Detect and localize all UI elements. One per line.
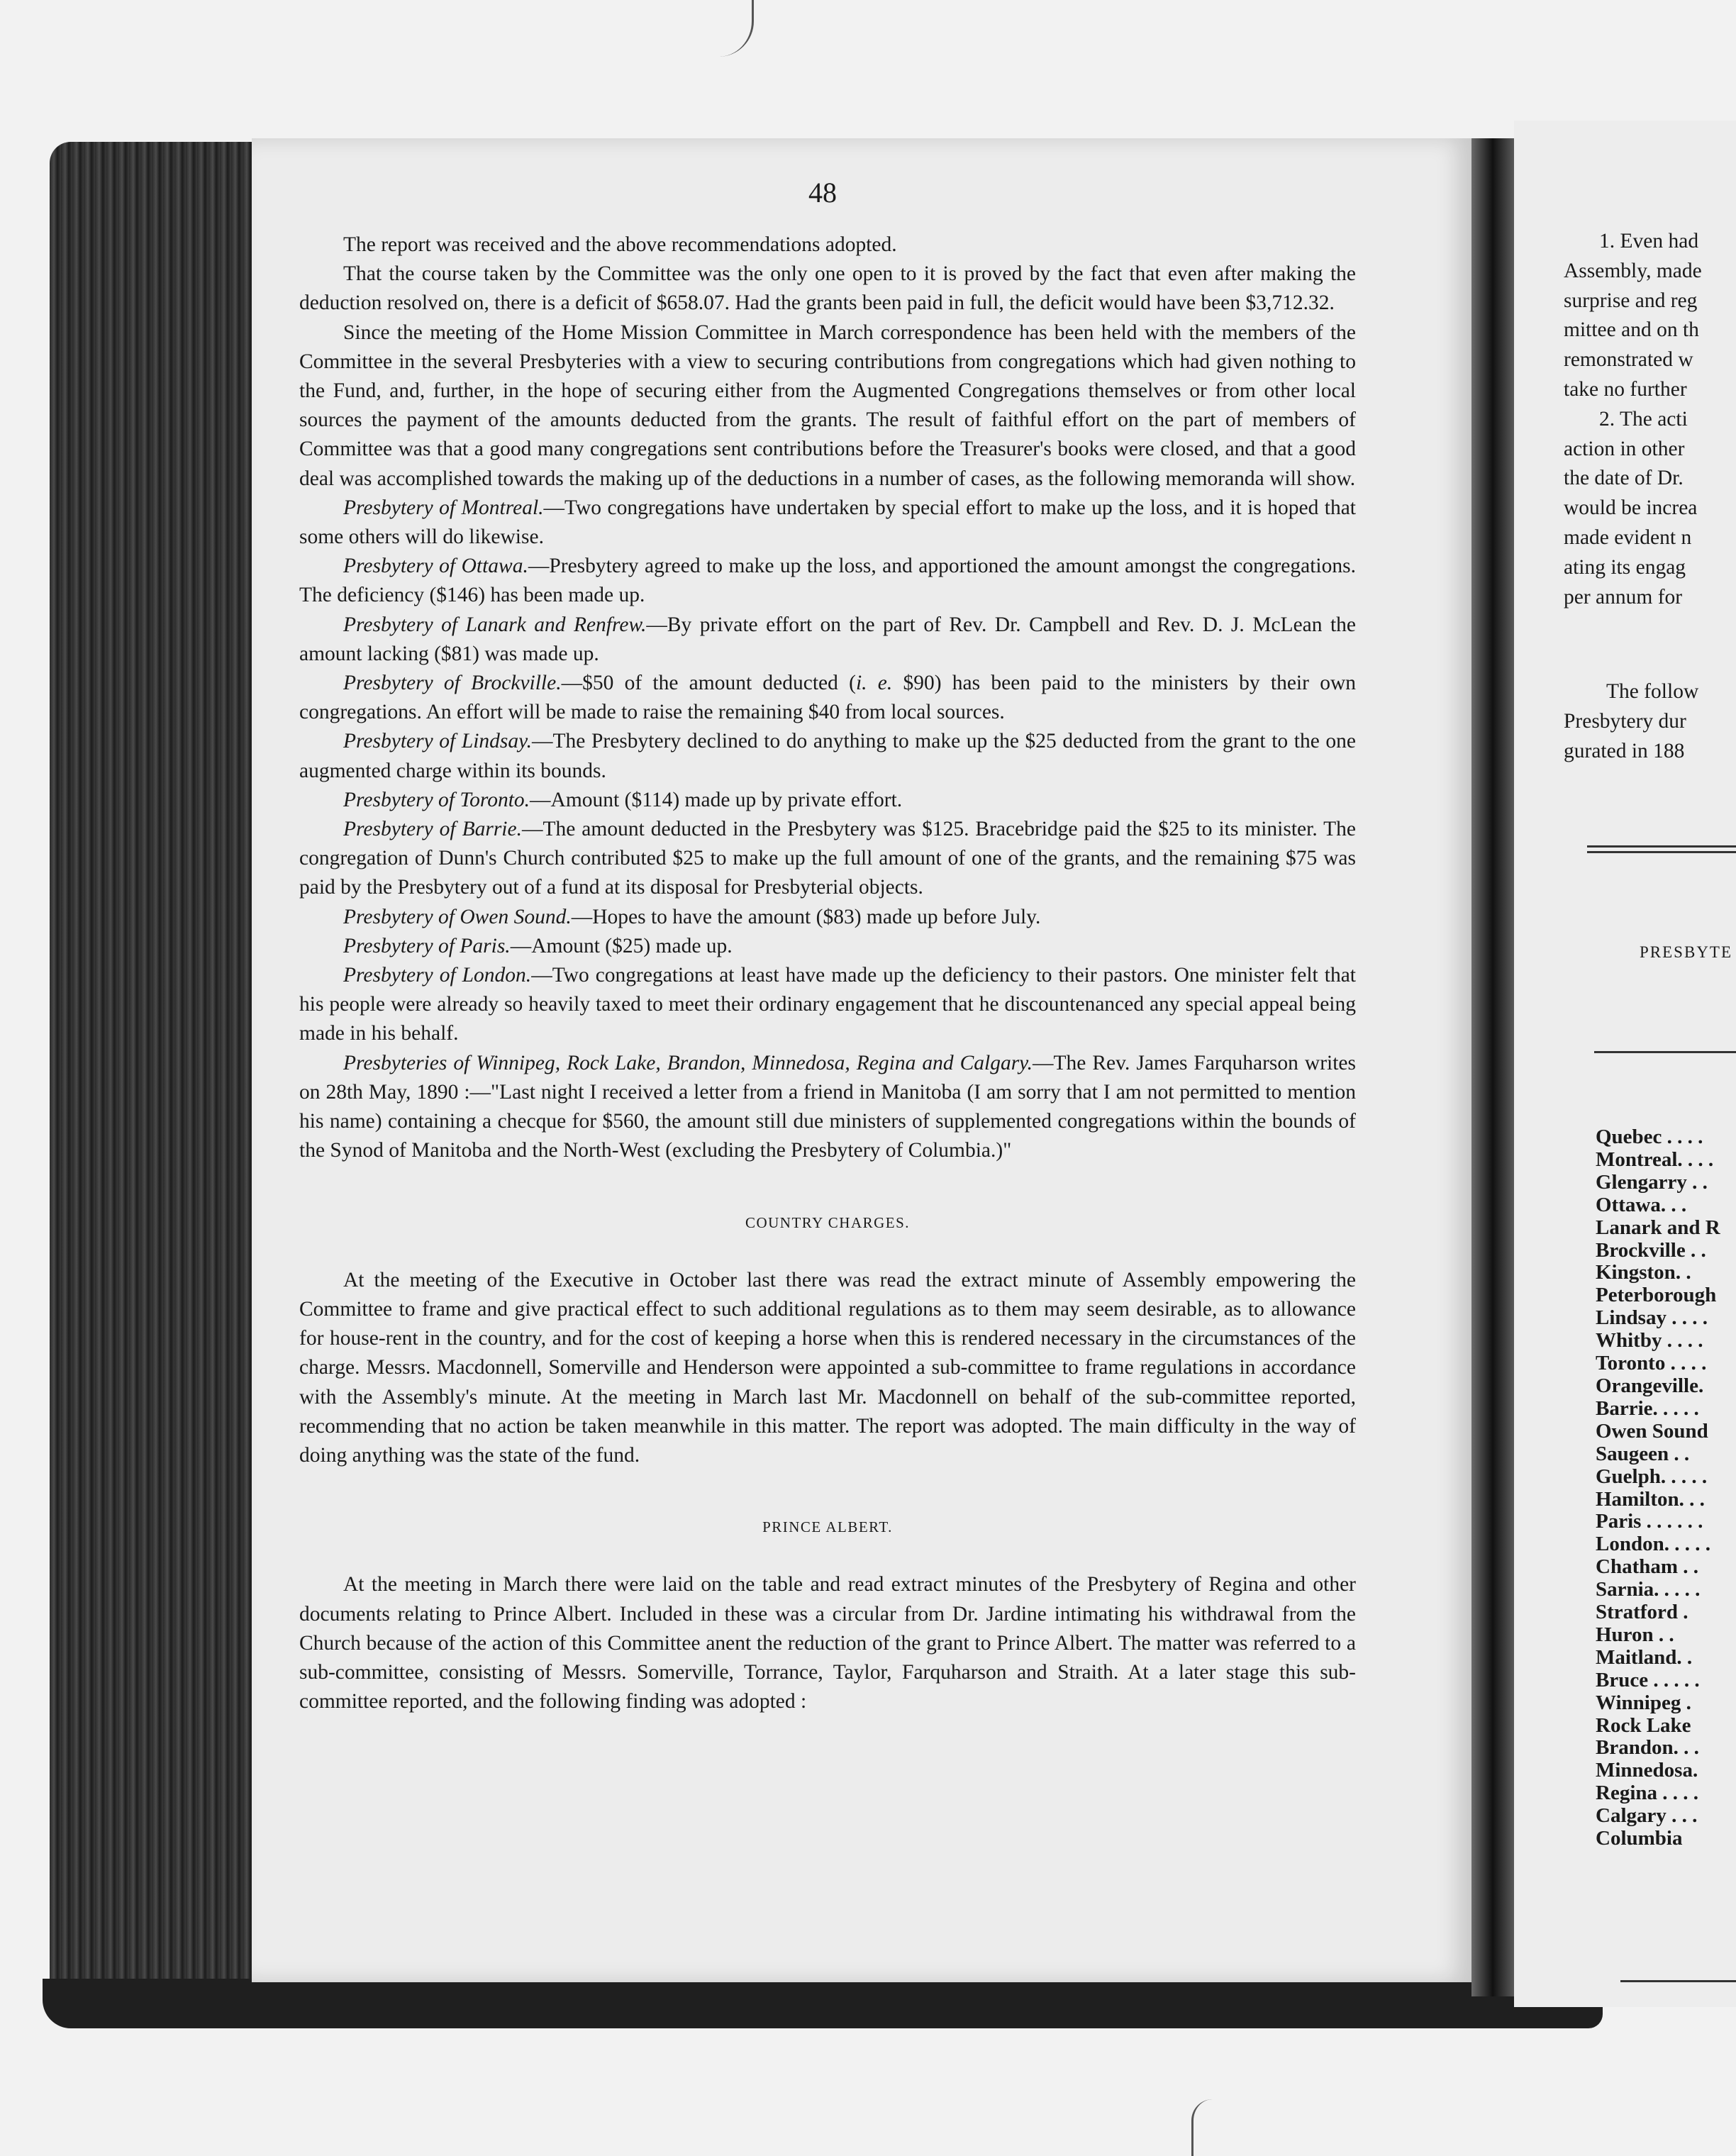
horizontal-rule [1587,845,1736,848]
presbytery-label: Presbytery of Barrie. [343,818,522,841]
list-item: Whitby . . . . [1596,1329,1703,1352]
paper-crease-mark [1191,2099,1215,2156]
memo-ottawa: Presbytery of Ottawa.—Presbytery agreed to make up the loss, and apportioned the amount amongst the congregations. The deficiency ($146) has been made up. [299,555,1356,607]
text-line: 1. Even had [1599,230,1699,252]
list-item: Orangeville. [1596,1374,1704,1397]
left-page-text [299,230,1356,1716]
list-item: Calgary . . . [1596,1804,1698,1828]
presbytery-list [1596,1126,1736,1850]
list-item: Kingston. . [1596,1261,1691,1284]
paragraph: The report was received and the above recommendations adopted. [343,233,897,256]
presbytery-label: Presbytery of Owen Sound. [343,905,572,928]
list-item: Lanark and R [1596,1216,1720,1239]
text-line: Presbytery dur [1564,709,1686,733]
memo-barrie: Presbytery of Barrie.—The amount deducted in the Presbytery was $125. Bracebridge paid the $25 to its minister. The congregation of Dunn's Church contributed $25 to make up the full amount of one of the grants, and the remaining $75 was paid by the Presbytery out of a fund at its disposal for Presbyterial objects. [299,818,1356,899]
presbytery-label: Presbytery of Lanark and Renfrew. [343,613,647,636]
presbytery-label: Presbyteries of Winnipeg, Rock Lake, Brandon, Minnedosa, Regina and Calgary. [343,1051,1033,1074]
list-item: Bruce . . . . . [1596,1668,1700,1691]
list-item: Maitland. . [1596,1645,1693,1669]
text-line: ating its engag [1564,555,1686,579]
memo-owen-sound: Presbytery of Owen Sound.—Hopes to have the amount ($83) made up before July. [343,905,1041,928]
memo-montreal: Presbytery of Montreal.—Two congregations have undertaken by special effort to make up the loss, and it is hoped that some others will do likewise. [299,496,1357,549]
text-line: per annum for [1564,585,1683,609]
text-line: made evident n [1564,526,1692,549]
text-line: the date of Dr. [1564,467,1684,490]
text-line: mittee and on th [1564,318,1699,342]
presbytery-label: Presbytery of London. [343,964,532,987]
memo-western-presbyteries: Presbyteries of Winnipeg, Rock Lake, Brandon, Minnedosa, Regina and Calgary.—The Rev. James Farquharson writes on 28th May, 1890 :—"Last night I received a letter from a friend in Manitoba (I am sorry that I am not permitted to mention his name) containing a checque for $560, the amount still due ministers of supplemented congregations within the bounds of the Synod of Manitoba and the North-West (excluding the Presbytery of Columbia.)" [299,1051,1356,1162]
list-item: Quebec . . . . [1596,1126,1703,1148]
presbytery-label: Presbytery of Toronto. [343,788,530,811]
list-item: Lindsay . . . . [1596,1306,1708,1330]
horizontal-rule [1594,1051,1736,1053]
memo-toronto: Presbytery of Toronto.—Amount ($114) made up by private effort. [343,788,903,811]
right-page-text-middle [1564,677,1736,766]
list-item: Guelph. . . . . [1596,1465,1708,1488]
presbytery-label: Presbytery of Brockville. [343,672,562,695]
list-item: Sarnia. . . . . [1596,1578,1701,1601]
page-number: 48 [808,177,837,209]
memo-paris: Presbytery of Paris.—Amount ($25) made up. [343,934,733,957]
list-item: Glengarry . . [1596,1170,1708,1194]
list-item: Owen Sound [1596,1419,1708,1443]
paragraph: That the course taken by the Committee was the only one open to it is proved by the fact that even after making the deduction resolved on, there is a deficit of $658.07. Had the grants been paid in full, the deficit would have been $3,712.32. [299,262,1356,315]
list-item: Stratford . [1596,1601,1688,1624]
text-line: The follow [1606,680,1699,703]
list-item: Minnedosa. [1596,1759,1698,1782]
paragraph: At the meeting in March there were laid on the table and read extract minutes of the Presbytery of Regina and other documents relating to Prince Albert. Included in these was a circular from Dr. Jardine intimating his withdrawal from the Church because of the action of this Committee anent the reduction of the grant to Prince Albert. The matter was referred to a sub-committee, consisting of Messrs. Somerville, Torrance, Taylor, Farquharson and Straith. At a later stage this sub-committee reported, and the following finding was adopted : [299,1573,1356,1713]
list-item: Rock Lake [1596,1713,1691,1737]
list-item: Brockville . . [1596,1238,1706,1262]
list-item: Huron . . [1596,1623,1674,1646]
list-item: Columbia [1596,1827,1683,1850]
memo-brockville: Presbytery of Brockville.—$50 of the amount deducted (i. e. $90) has been paid to the ministers by their own congregations. An effort will be made to raise the remaining $40 from local sources. [299,672,1356,724]
text-line: 2. The acti [1599,407,1688,430]
text-line: Assembly, made [1564,259,1702,282]
table-heading: PRESBYTE [1640,943,1733,961]
list-item: Brandon. . . [1596,1736,1699,1760]
text-line: action in other [1564,437,1685,460]
list-item: Ottawa. . . [1596,1193,1687,1216]
memo-lindsay: Presbytery of Lindsay.—The Presbytery declined to do anything to make up the $25 deducted from the grant to the one augmented charge within its bounds. [299,730,1356,782]
presbytery-label: Presbytery of Lindsay. [343,730,533,753]
book-gutter [1471,138,1514,1996]
list-item: Montreal. . . . [1596,1148,1714,1171]
paragraph: At the meeting of the Executive in October last there was read the extract minute of Assembly empowering the Committee to frame and give practical effect to such additional regulations as to them may seem desirable, as to allowance for house-rent in the country, and for the cost of keeping a horse when this is rendered necessary in the circumstances of the charge. Messrs. Macdonnell, Somerville and Henderson were appointed a sub-committee to frame regulations in accordance with the Assembly's minute. At the meeting in March last Mr. Macdonnell on behalf of the sub-committee reported, recommending that no action be taken meanwhile in this matter. The report was adopted. The main difficulty in the way of doing anything was the state of the fund. [299,1268,1356,1467]
horizontal-rule [1587,851,1736,853]
list-item: Chatham . . [1596,1555,1699,1579]
section-heading-prince-albert: PRINCE ALBERT. [762,1518,893,1536]
list-item: Hamilton. . . [1596,1487,1705,1511]
horizontal-rule [1620,1980,1736,1982]
text-line: remonstrated w [1564,348,1693,372]
memo-london: Presbytery of London.—Two congregations at least have made up the deficiency to their pastors. One minister felt that his people were already so heavily taxed to meet their ordinary engagement that he discountenanced any special appeal being made in his behalf. [299,964,1356,1045]
list-item: Peterborough [1596,1284,1717,1307]
text-line: take no further [1564,377,1687,401]
book-page-edges [50,142,255,2014]
paper-crease-mark [709,0,754,57]
list-item: Winnipeg . [1596,1691,1691,1714]
paragraph: Since the meeting of the Home Mission Committee in March correspondence has been held with the members of the Committee in the several Presbyteries with a view to securing contributions from congregations which had given nothing to the Fund, and, further, in the hope of securing either from the Augmented Congregations themselves or from other local sources the payment of the amounts deducted from the grants. The result of faithful effort on the part of members of Committee was that a good many congregations sent contributions before the Treasurer's books were closed, and that a good deal was accomplished towards the making up of the deductions in a number of cases, as the following memoranda will show. [299,321,1356,490]
presbytery-label: Presbytery of Ottawa. [343,555,528,578]
memo-lanark: Presbytery of Lanark and Renfrew.—By private effort on the part of Rev. Dr. Campbell and Rev. D. J. McLean the amount lacking ($81) was made up. [299,613,1357,665]
list-item: Toronto . . . . [1596,1352,1707,1375]
list-item: Regina . . . . [1596,1782,1698,1805]
book-bottom-edge [43,1979,1603,2028]
list-item: Paris . . . . . . [1596,1510,1703,1533]
text-line: surprise and reg [1564,289,1698,312]
text-line: gurated in 188 [1564,739,1685,762]
list-item: London. . . . . [1596,1533,1710,1556]
list-item: Saugeen . . [1596,1442,1690,1465]
presbytery-label: Presbytery of Paris. [343,934,511,957]
text-line: would be increa [1564,496,1698,520]
right-page-text-top [1564,227,1736,612]
section-heading-country-charges: COUNTRY CHARGES. [745,1213,911,1231]
list-item: Barrie. . . . . [1596,1396,1699,1420]
presbytery-label: Presbytery of Montreal. [343,496,544,519]
